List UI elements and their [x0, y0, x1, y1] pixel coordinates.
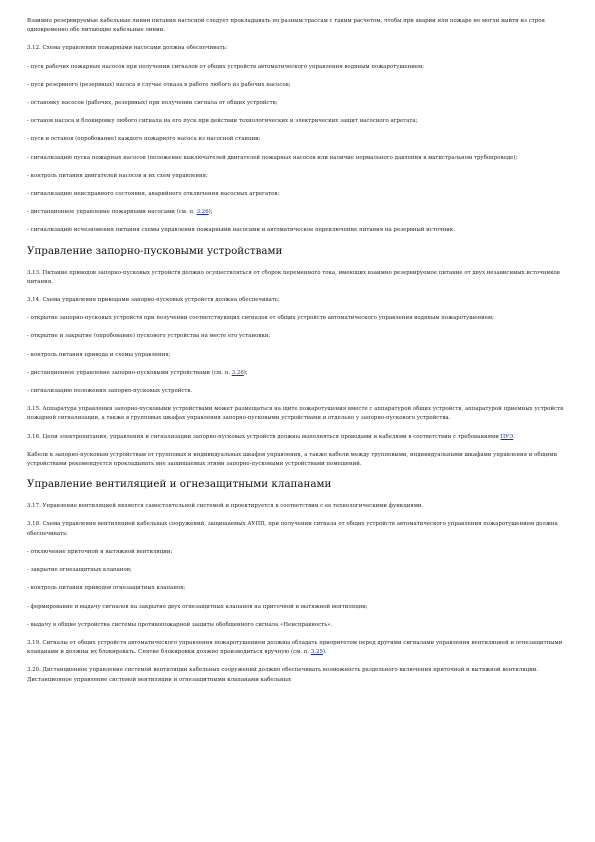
list-item [27, 208, 573, 217]
para-3-14 [27, 296, 573, 305]
paragraph-text: - открытие запорно-пусковых устройств при получении соответствующих сигналов от общих устройств автоматического управления водяным пожаротушением; [27, 315, 494, 322]
paragraph-text: - контроль питания привода и схемы управления; [27, 351, 171, 358]
paragraph-text: - контроль питания приводов огнезащитных клапанов; [27, 585, 186, 592]
reference-link[interactable]: 3.26 [231, 369, 244, 376]
list-item [27, 351, 573, 360]
paragraph-text: - отключение приточной и вытяжной вентиляции; [27, 548, 173, 555]
paragraph-text: 3.13. Питание приводов запорно-пусковых устройств должно осуществляться от сборок переменного тока, имеющих взаимно резервируемое питание от двух независимых источников питания. [27, 269, 560, 285]
section-heading-valves [27, 245, 573, 258]
para-3-16 [27, 433, 573, 442]
list-item [27, 63, 573, 72]
paragraph-text: 3.19. Сигналы от общих устройств автоматического управления пожаротушением должны обладать приоритетом перед другими сигналами управления вентиляцией и огнезащитными клапанами и должны их блокировать. Снятие блокировки должно производиться вручную (см. п. [27, 639, 563, 656]
paragraph-text: - дистанционное управление запорно-пусковыми устройствами (см. п. [27, 369, 232, 376]
list-item [27, 584, 573, 593]
list-item [27, 387, 573, 396]
para-cables [27, 451, 573, 469]
paragraph-text: - пуск и останов (опробование) каждого пожарного насоса из насосной станции; [27, 136, 261, 143]
list-item [27, 332, 573, 341]
list-item [27, 135, 573, 144]
paragraph-text: - закрытие огнезащитных клапанов; [27, 567, 132, 574]
heading-text: Управление вентиляцией и огнезащитными клапанами [27, 478, 332, 491]
paragraph-text-tail: ); [208, 209, 213, 216]
paragraph-text: - остановку насосов (рабочих, резервных) при получении сигнала от общих устройств; [27, 100, 278, 107]
para-3-13 [27, 269, 573, 287]
paragraph-text: 3.18. Схема управления вентиляцией кабельных сооружений, защищаемых АУПП, при получении сигнала от общих устройств автоматического управления пожаротушением должна обеспечивать: [27, 521, 558, 537]
reference-link[interactable]: 3.25 [310, 649, 323, 656]
para-3-19 [27, 639, 573, 657]
list-item [27, 117, 573, 126]
list-item [27, 226, 573, 235]
para-3-12 [27, 44, 573, 53]
paragraph-text: - останов насоса и блокировку любого сигнала на его пуск при действии технологических и электрических защит насосного агрегата; [27, 118, 418, 125]
list-item [27, 172, 573, 181]
list-item [27, 566, 573, 575]
paragraph-text-tail: ). [322, 649, 327, 656]
paragraph-text: - дистанционное управление пожарными насосами (см. п. [27, 209, 197, 216]
para-3-20 [27, 666, 573, 684]
paragraph-text: - контроль питания двигателей насосов и их схем управления; [27, 172, 208, 179]
para-intro [27, 17, 573, 35]
paragraph-text: 3.16. Цепи электропитания, управления и сигнализации запорно-пусковых устройств должны выполняться проводами и кабелями в соответствии с требованиями [27, 433, 501, 440]
paragraph-text: 3.12. Схема управления пожарными насосами должна обеспечивать: [27, 45, 228, 52]
paragraph-text: - сигнализацию пуска пожарных насосов (положение выключателей двигателей пожарных насосов или наличие нормального давления в магистральном трубопроводе); [27, 154, 518, 161]
paragraph-text: - сигнализацию положения запорно-пусковых устройств. [27, 388, 193, 395]
paragraph-text: - сигнализацию исчезновения питания схемы управления пожарными насосами и автоматическое переключение питания на резервный источник. [27, 227, 456, 234]
para-3-18 [27, 520, 573, 538]
paragraph-text: Взаимно резервируемые кабельные линии питания насосной следует прокладывать по разным трассам с таким расчетом, чтобы при аварии или пожаре не могли выйти из строя одновременно обе питающие кабельные линии. [27, 18, 545, 34]
list-item [27, 621, 573, 630]
heading-text: Управление запорно-пусковыми устройствами [27, 244, 283, 257]
paragraph-text: - открытие и закрытие (опробование) пускового устройства на месте его установки; [27, 333, 271, 340]
list-item [27, 99, 573, 108]
list-item [27, 603, 573, 612]
paragraph-text: - сигнализацию неисправного состояния, аварийного отключения насосных агрегатов; [27, 191, 280, 198]
list-item [27, 190, 573, 199]
para-3-17 [27, 502, 573, 511]
paragraph-text: - пуск рабочих пожарных насосов при получении сигналов от общих устройств автоматического управления водяным пожаротушением; [27, 63, 425, 70]
paragraph-text: 3.14. Схема управления приводами запорно-пусковых устройств должна обеспечивать: [27, 297, 280, 304]
list-item [27, 314, 573, 323]
paragraph-text: - выдачу в общие устройства системы противопожарной защиты обобщенного сигнала «Неисправность». [27, 621, 333, 628]
para-3-15 [27, 405, 573, 423]
paragraph-text: Кабели к запорно-пусковым устройствам от групповых и индивидуальных шкафов управления, а также кабели между групповыми, индивидуальными шкафами управления и общими устройствами рекомендуется прокладывать вне защищаемых этими запорно-пусковыми устройствами помещений. [27, 451, 558, 468]
section-heading-ventilation [27, 478, 573, 491]
paragraph-text: - формирование и выдачу сигналов на закрытие двух огнезащитных клапанов на приточной и вытяжной вентиляции; [27, 603, 368, 610]
list-item [27, 154, 573, 163]
reference-link[interactable]: 3.26 [196, 209, 209, 216]
list-item [27, 81, 573, 90]
list-item [27, 369, 573, 378]
paragraph-text: 3.20. Дистанционное управление системой вентиляции кабельных сооружений должно обеспечивать возможность раздельного включения приточной и вытяжной вентиляции. Дистанционное управление системой вентиляции и огнезащитными клапанами кабельных [27, 667, 539, 683]
paragraph-text: - пуск резервного (резервных) насоса в случае отказа в работе любого из рабочих насосов; [27, 81, 291, 88]
paragraph-text: 3.15. Аппаратура управления запорно-пусковыми устройствами может размещаться на щите пожаротушения вместе с аппаратурой общих устройств, аппаратурой приемных устройств пожарной сигнализации, а также в групповых шкафах управления запорно-пусковыми устройствами и отдельно у запорно-пускового устройства. [27, 406, 564, 422]
paragraph-text-tail: ); [243, 369, 248, 376]
reference-link[interactable]: ПУЭ [500, 433, 514, 440]
paragraph-text: 3.17. Управление вентиляцией является самостоятельной системой и проектируется в соответствии с ее технологическими функциями. [27, 503, 424, 510]
paragraph-text-tail: . [513, 433, 516, 440]
list-item [27, 548, 573, 557]
